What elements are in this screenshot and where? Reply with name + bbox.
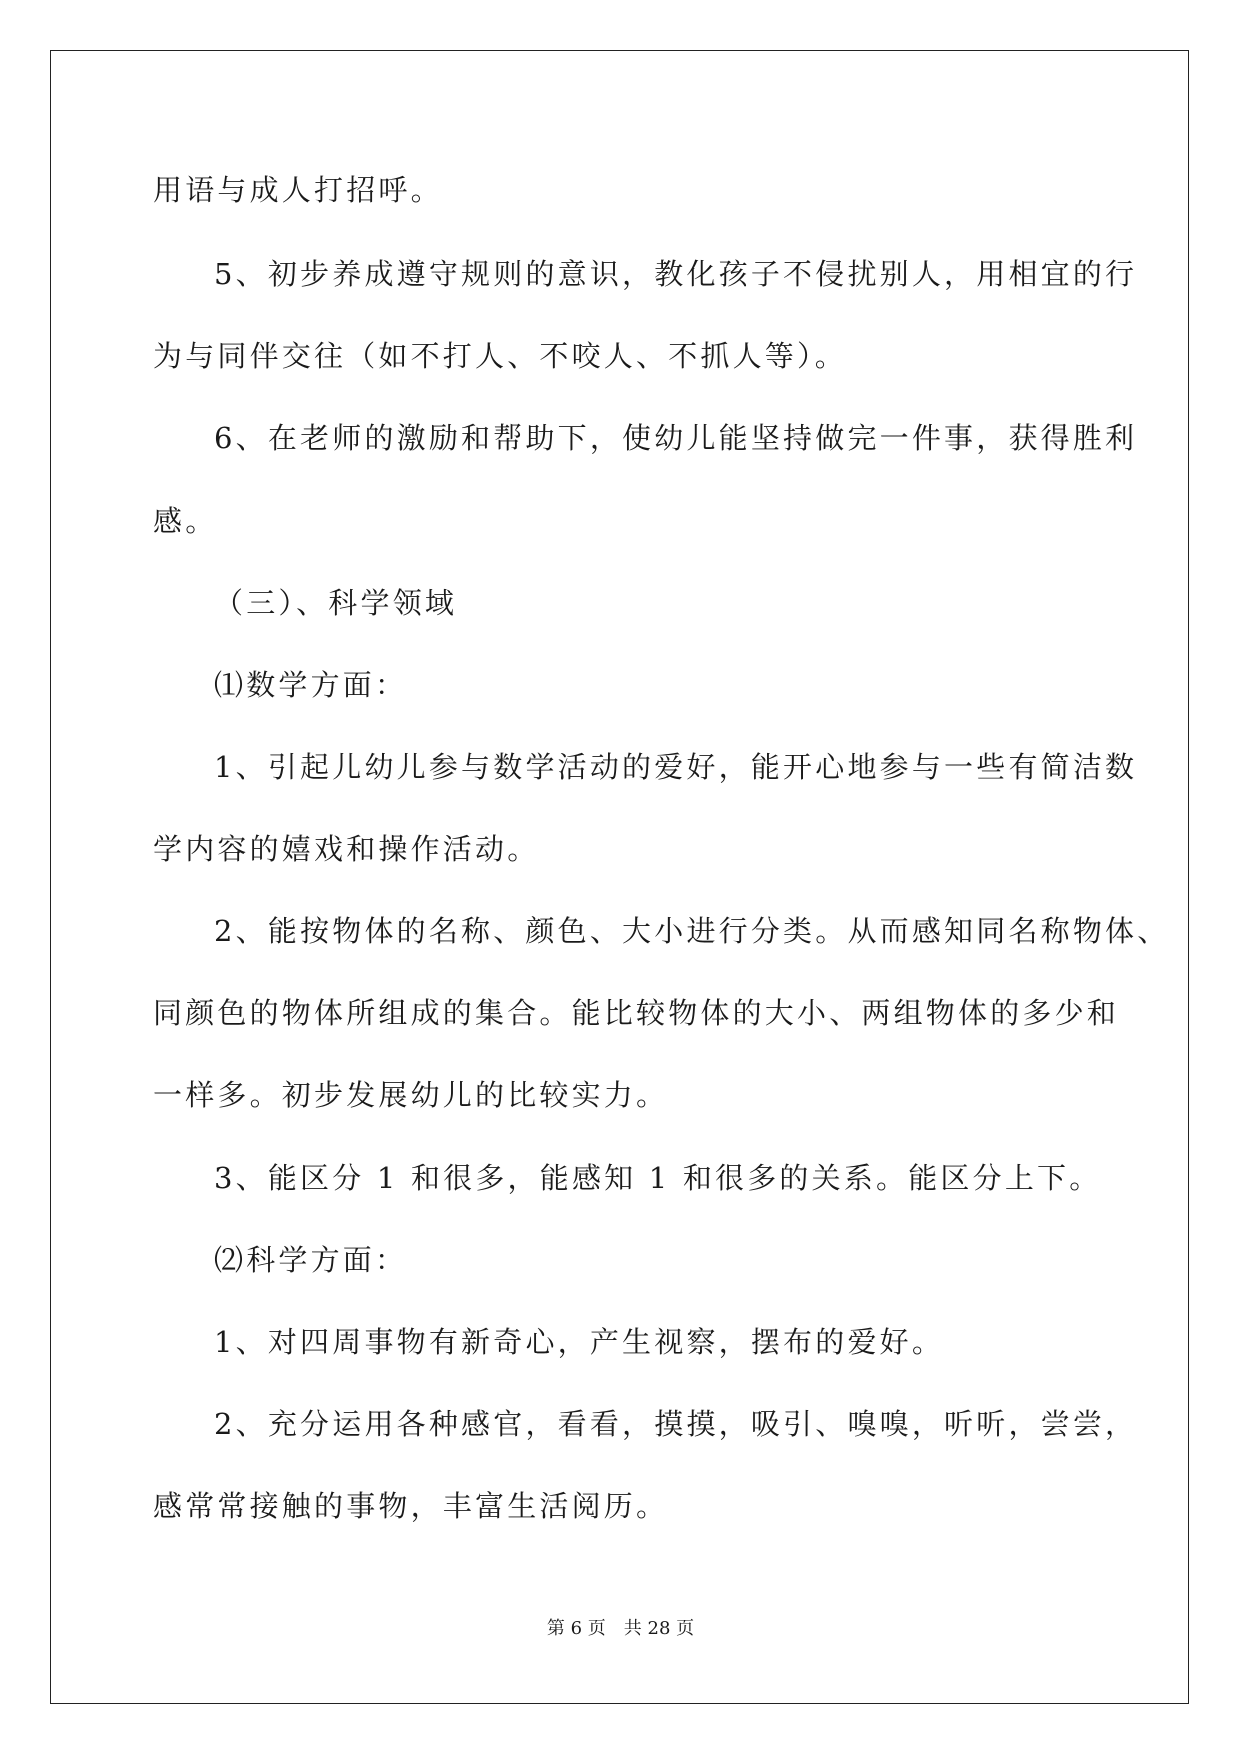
paragraph-line: 同颜色的物体所组成的集合。能比较物体的大小、两组物体的多少和 [153,996,1120,1030]
section-heading: （三）、科学领域 [214,586,458,620]
subsection-heading: ⑵科学方面： [214,1243,408,1277]
page-footer [0,1618,1241,1640]
paragraph-line: 用语与成人打招呼。 [153,173,443,207]
paragraph-line: 学内容的嬉戏和操作活动。 [153,832,540,866]
paragraph-line: 5、初步养成遵守规则的意识，教化孩子不侵扰别人，用相宜的行 [214,257,1138,291]
page-border [50,50,1189,1704]
paragraph-line: 2、能按物体的名称、颜色、大小进行分类。从而感知同名称物体、 [214,914,1170,948]
subsection-heading: ⑴数学方面： [214,668,408,702]
paragraph-line: 6、在老师的激励和帮助下，使幼儿能坚持做完一件事，获得胜利 [214,421,1138,455]
total-pages-label: 共 28 页 [623,1618,695,1639]
paragraph-line: 1、对四周事物有新奇心，产生视察，摆布的爱好。 [214,1325,945,1359]
paragraph-line: 一样多。初步发展幼儿的比较实力。 [153,1078,669,1112]
paragraph-line: 为与同伴交往（如不打人、不咬人、不抓人等）。 [153,339,847,373]
paragraph-line: 2、充分运用各种感官，看看，摸摸，吸引、嗅嗅，听听，尝尝， [214,1407,1138,1441]
paragraph-line: 感。 [153,504,218,538]
paragraph-line: 感常常接触的事物，丰富生活阅历。 [153,1489,669,1523]
paragraph-line: 1、引起儿幼儿参与数学活动的爱好，能开心地参与一些有简洁数 [214,750,1138,784]
paragraph-line: 3、能区分 1 和很多，能感知 1 和很多的关系。能区分上下。 [214,1161,1102,1195]
current-page-label: 第 6 页 [546,1618,606,1639]
